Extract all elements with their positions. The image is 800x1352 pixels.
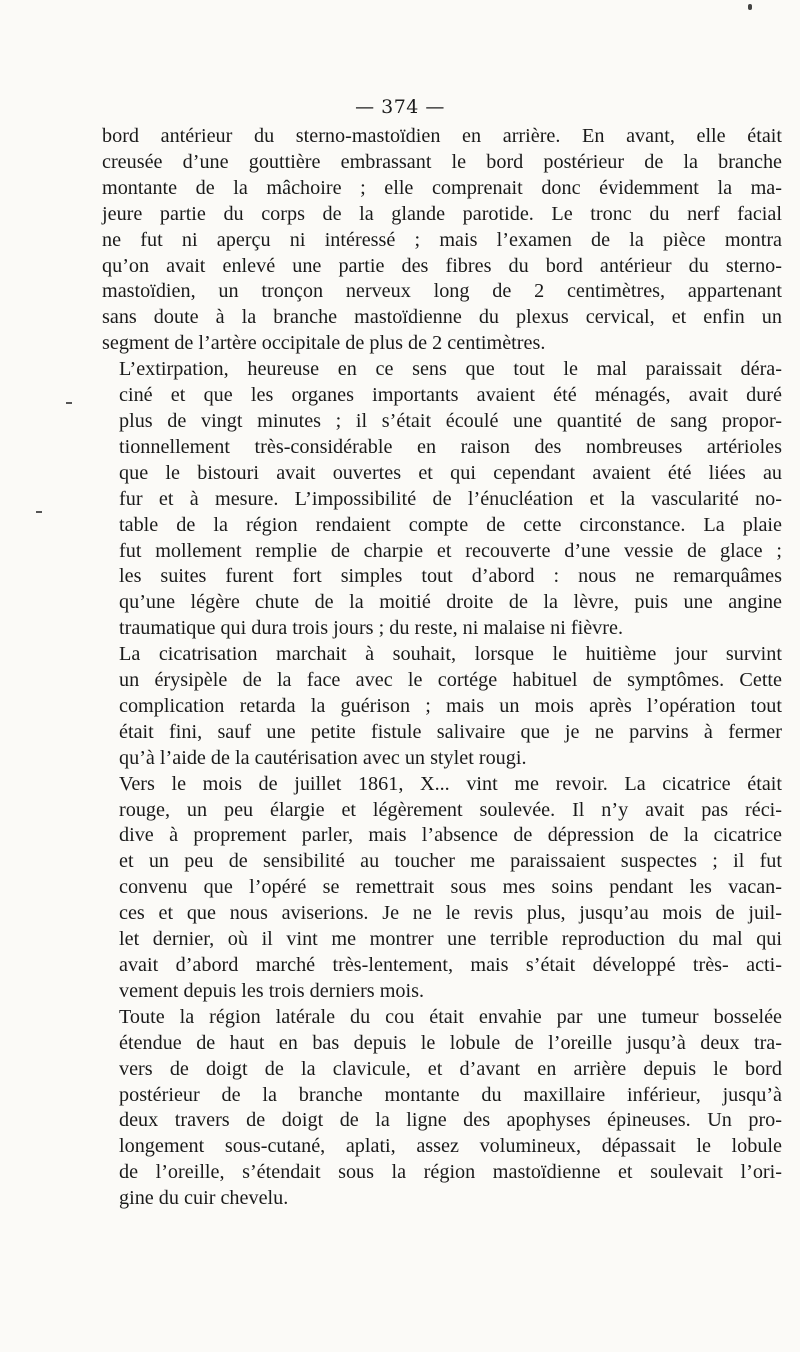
paragraph: [102, 772, 782, 1005]
text-line: de l’oreille, s’étendait sous la région mastoïdienne et soulevait l’ori-: [119, 1161, 782, 1184]
text-line: les suites furent fort simples tout d’abord : nous ne remarquâmes: [119, 565, 782, 588]
text-line: jeure partie du corps de la glande parotide. Le tronc du nerf facial: [102, 202, 782, 225]
text-line: fur et à mesure. L’impossibilité de l’énucléation et la vascularité no-: [119, 487, 782, 510]
text-line: table de la région rendaient compte de cette circonstance. La plaie: [119, 513, 782, 536]
text-line: Vers le mois de juillet 1861, X... vint me revoir. La cicatrice était: [119, 772, 782, 795]
text-line: sans doute à la branche mastoïdienne du plexus cervical, et enfin un: [102, 306, 782, 329]
paragraph: [102, 357, 782, 642]
text-line: qu’une légère chute de la moitié droite de la lèvre, puis une angine: [119, 591, 782, 614]
text-line: rouge, un peu élargie et légèrement soulevée. Il n’y avait pas réci-: [119, 798, 782, 821]
text-line: ces et que nous aviserions. Je ne le revis plus, jusqu’au mois de juil-: [119, 902, 782, 925]
text-line: que le bistouri avait ouvertes et qui cependant avaient été liées au: [119, 461, 782, 484]
text-line: mastoïdien, un tronçon nerveux long de 2 centimètres, appartenant: [102, 280, 782, 303]
text-line: plus de vingt minutes ; il s’était écoulé une quantité de sang propor-: [119, 409, 782, 432]
text-line: L’extirpation, heureuse en ce sens que tout le mal paraissait déra-: [119, 358, 782, 381]
paragraph: [102, 642, 782, 772]
text-line: let dernier, où il vint me montrer une terrible reproduction du mal qui: [119, 928, 782, 951]
text-line: Toute la région latérale du cou était envahie par une tumeur bosselée: [119, 1005, 782, 1028]
text-line: ne fut ni aperçu ni intéressé ; mais l’examen de la pièce montra: [102, 228, 782, 251]
text-line: étendue de haut en bas depuis le lobule de l’oreille jusqu’à deux tra-: [119, 1031, 782, 1054]
ink-speck: [748, 4, 752, 10]
text-line: segment de l’artère occipitale de plus de 2 centimètres.: [102, 332, 546, 355]
text-line: vers de doigt de la clavicule, et d’avant en arrière depuis le bord: [119, 1057, 782, 1080]
text-line: La cicatrisation marchait à souhait, lorsque le huitième jour survint: [119, 643, 782, 666]
text-line: tionnellement très-considérable en raison des nombreuses artérioles: [119, 435, 782, 458]
page-number: — 374 —: [355, 96, 445, 118]
margin-mark: [36, 511, 42, 513]
text-line: complication retarda la guérison ; mais un mois après l’opération tout: [119, 694, 782, 717]
text-line: gine du cuir chevelu.: [119, 1187, 289, 1210]
text-line: qu’on avait enlevé une partie des fibres du bord antérieur du sterno-: [102, 254, 782, 277]
text-line: un érysipèle de la face avec le cortége habituel de symptômes. Cette: [119, 669, 782, 692]
text-line: avait d’abord marché très-lentement, mais s’était développé très- acti-: [119, 954, 782, 976]
body-text: [102, 124, 782, 1212]
text-line: creusée d’une gouttière embrassant le bord postérieur de la branche: [102, 150, 782, 173]
text-line: montante de la mâchoire ; elle comprenait donc évidemment la ma-: [102, 176, 782, 199]
text-line: fut mollement remplie de charpie et recouverte d’une vessie de glace ;: [119, 539, 782, 562]
text-line: qu’à l’aide de la cautérisation avec un stylet rougi.: [119, 746, 527, 769]
text-line: traumatique qui dura trois jours ; du reste, ni malaise ni fièvre.: [119, 617, 623, 640]
text-line: postérieur de la branche montante du maxillaire inférieur, jusqu’à: [119, 1083, 782, 1106]
text-line: ciné et que les organes importants avaient été ménagés, avait duré: [119, 384, 782, 407]
text-line: bord antérieur du sterno-mastoïdien en arrière. En avant, elle était: [102, 125, 782, 147]
paragraph: [102, 1005, 782, 1212]
text-line: et un peu de sensibilité au toucher me paraissaient suspectes ; il fut: [119, 850, 782, 873]
paragraph: [102, 124, 782, 357]
text-line: deux travers de doigt de la ligne des apophyses épineuses. Un pro-: [119, 1109, 782, 1132]
text-line: longement sous-cutané, aplati, assez volumineux, dépassait le lobule: [119, 1135, 782, 1158]
text-line: convenu que l’opéré se remettrait sous mes soins pendant les vacan-: [119, 876, 782, 899]
margin-mark: [66, 402, 72, 404]
text-line: vement depuis les trois derniers mois.: [119, 979, 425, 1002]
text-line: dive à proprement parler, mais l’absence de dépression de la cicatrice: [119, 824, 782, 847]
text-line: était fini, sauf une petite fistule salivaire que je ne parvins à fermer: [119, 720, 782, 743]
